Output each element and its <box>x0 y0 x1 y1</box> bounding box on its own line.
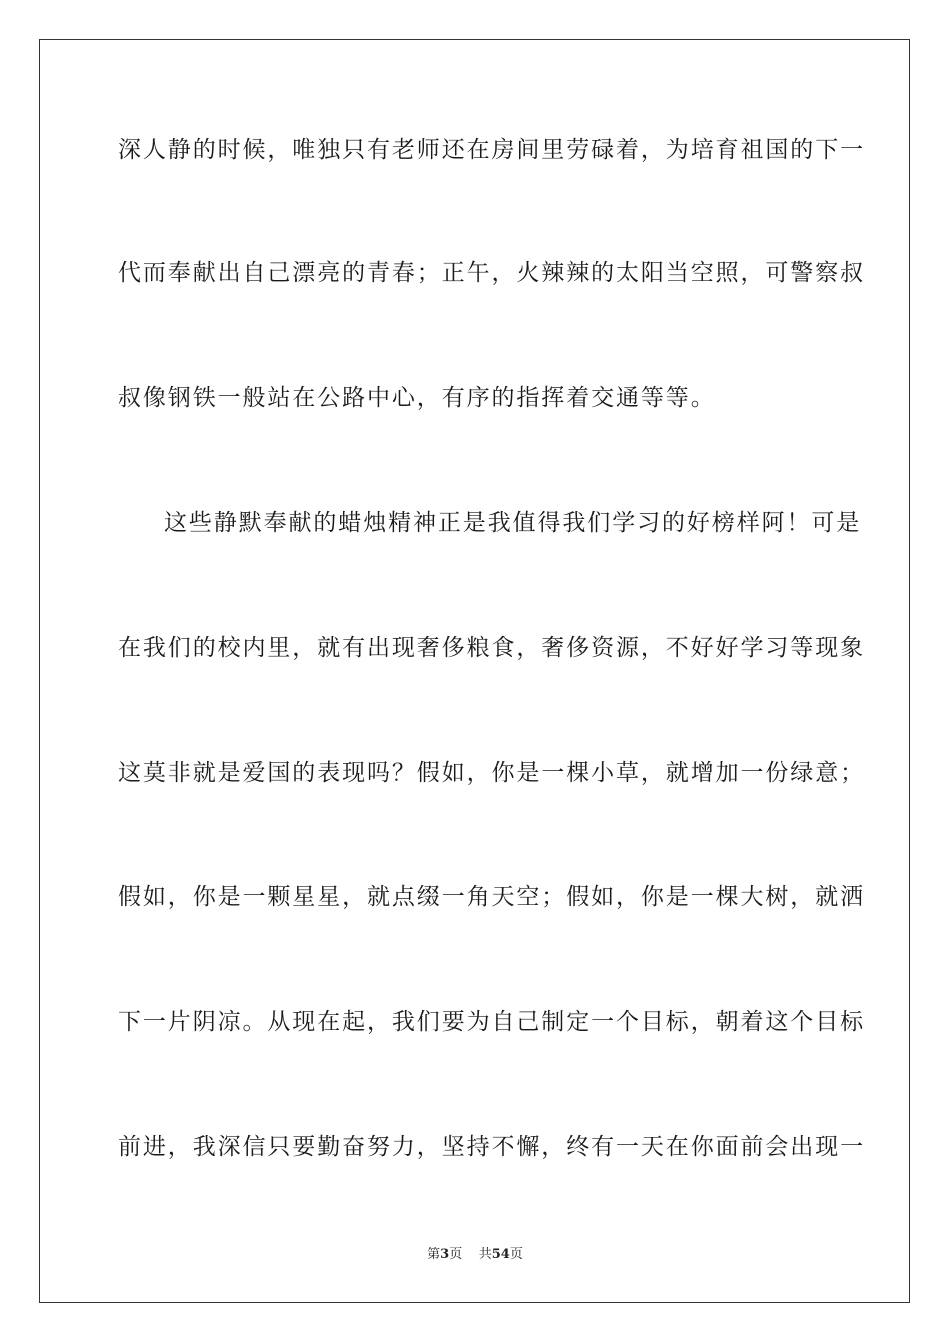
text-line: 叔像钢铁一般站在公路中心，有序的指挥着交通等等。 <box>118 385 716 411</box>
text-line: 下一片阴凉。从现在起，我们要为自己制定一个目标，朝着这个目标 <box>118 1009 865 1035</box>
page-border <box>39 39 910 1303</box>
text-line: 代而奉献出自己漂亮的青春；正午，火辣辣的太阳当空照，可警察叔 <box>118 260 865 286</box>
page-prefix: 第 <box>427 1247 441 1262</box>
page-suffix: 页 <box>449 1247 463 1262</box>
page-number: 3 <box>440 1247 450 1262</box>
text-line: 前进，我深信只要勤奋努力，坚持不懈，终有一天在你面前会出现一 <box>118 1134 865 1160</box>
text-line: 这莫非就是爱国的表现吗？假如，你是一棵小草，就增加一份绿意； <box>118 760 865 786</box>
text-line: 在我们的校内里，就有出现奢侈粮食，奢侈资源，不好好学习等现象 <box>118 635 865 661</box>
total-prefix: 共 <box>478 1247 492 1262</box>
page-footer <box>0 1246 950 1264</box>
total-suffix: 页 <box>509 1247 523 1262</box>
text-line: 假如，你是一颗星星，就点缀一角天空；假如，你是一棵大树，就洒 <box>118 884 865 910</box>
paragraph-start-line: 这些静默奉献的蜡烛精神正是我值得我们学习的好榜样阿！可是 <box>164 510 862 536</box>
text-line: 深人静的时候，唯独只有老师还在房间里劳碌着，为培育祖国的下一 <box>118 137 865 163</box>
total-pages: 54 <box>491 1247 510 1262</box>
